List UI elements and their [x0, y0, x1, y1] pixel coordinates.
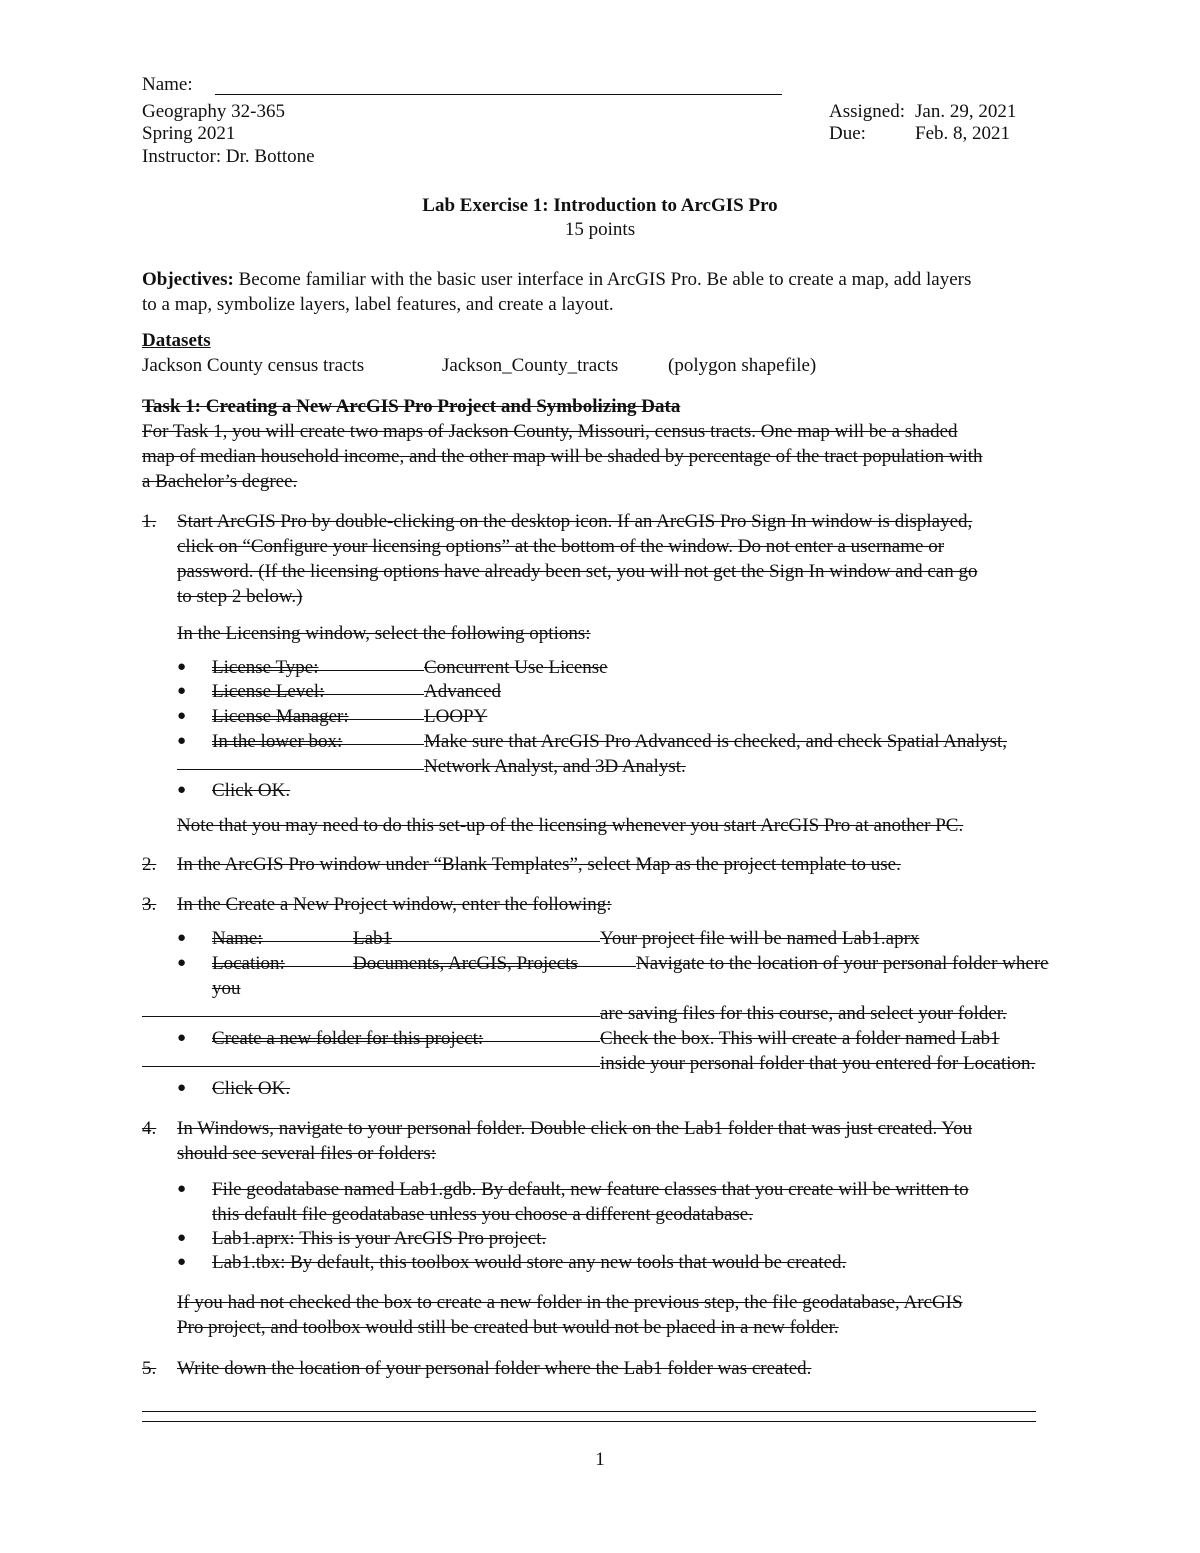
licensing-note: Note that you may need to do this set-up of the licensing whenever you start ArcGIS Pro at another PC.	[177, 815, 964, 836]
gdb-line-2: this default file geodatabase unless you choose a different geodatabase.	[212, 1204, 753, 1225]
step1-line-1: Start ArcGIS Pro by double-clicking on the desktop icon. If an ArcGIS Pro Sign In window is displayed,	[177, 511, 973, 532]
project-name-value: Lab1	[353, 928, 393, 949]
term: Spring 2021	[142, 123, 236, 144]
bullet-icon: ●	[177, 1080, 187, 1096]
licensing-intro: In the Licensing window, select the following options:	[177, 623, 591, 644]
strike-gap	[212, 941, 600, 942]
step1-line-2: click on “Configure your licensing options” at the bottom of the window. Do not enter a username or	[177, 536, 945, 557]
click-ok-2: Click OK.	[212, 1078, 291, 1099]
objectives-label: Objectives:	[142, 269, 234, 290]
license-manager-label: License Manager:	[212, 706, 349, 727]
new-folder-desc-2: inside your personal folder that you entered for Location.	[600, 1053, 1036, 1074]
assigned-date: Jan. 29, 2021	[915, 101, 1017, 122]
location-value: Documents, ArcGIS, Projects	[353, 953, 578, 974]
step4-line-2: should see several files or folders:	[177, 1143, 437, 1164]
step4-note-2: Pro project, and toolbox would still be created but would not be placed in a new folder.	[177, 1317, 839, 1338]
strike-gap	[212, 1041, 600, 1042]
bullet-icon: ●	[177, 733, 187, 749]
step1-number: 1.	[142, 511, 157, 532]
task1-intro-1: For Task 1, you will create two maps of Jackson County, Missouri, census tracts. One map will be a shaded	[142, 421, 958, 442]
step4-note-1: If you had not checked the box to create a new folder in the previous step, the file geodatabase, ArcGIS	[177, 1292, 963, 1313]
lower-box-label: In the lower box:	[212, 731, 343, 752]
course-number: Geography 32-365	[142, 101, 285, 122]
license-manager-value: LOOPY	[424, 706, 488, 727]
license-type-label: License Type:	[212, 657, 319, 678]
bullet-icon: ●	[177, 1181, 187, 1197]
dataset-type: (polygon shapefile)	[668, 355, 817, 376]
gdb-line-1: File geodatabase named Lab1.gdb. By default, new feature classes that you create will be written to	[212, 1179, 969, 1200]
dataset-file: Jackson_County_tracts	[442, 355, 619, 376]
license-level-value: Advanced	[424, 681, 502, 702]
answer-line-2	[142, 1421, 1036, 1422]
bullet-icon: ●	[177, 1254, 187, 1270]
lower-box-value: Make sure that ArcGIS Pro Advanced is checked, and check Spatial Analyst,	[424, 731, 1008, 752]
strike-gap	[212, 694, 424, 695]
lab-points: 15 points	[564, 219, 636, 240]
project-name-desc: Your project file will be named Lab1.aprx	[600, 928, 920, 949]
strike-gap	[212, 744, 424, 745]
bullet-icon: ●	[177, 1030, 187, 1046]
new-folder-label: Create a new folder for this project:	[212, 1028, 484, 1049]
location-desc-2: are saving files for this course, and select your folder.	[600, 1003, 1007, 1024]
bullet-icon: ●	[177, 683, 187, 699]
step1-line-4: to step 2 below.)	[177, 586, 303, 607]
step5-text: Write down the location of your personal folder where the Lab1 folder was created.	[177, 1358, 812, 1379]
lab-title: Lab Exercise 1: Introduction to ArcGIS Pro	[422, 195, 778, 216]
datasets-heading: Datasets	[142, 330, 211, 351]
step1-line-3: password. (If the licensing options have already been set, you will not get the Sign In window and can go	[177, 561, 978, 582]
bullet-icon: ●	[177, 708, 187, 724]
page-number: 1	[595, 1449, 605, 1470]
project-name-label: Name:	[212, 928, 263, 949]
bullet-icon: ●	[177, 659, 187, 675]
answer-line-1	[142, 1411, 1036, 1412]
tbx-line: Lab1.tbx: By default, this toolbox would store any new tools that would be created.	[212, 1252, 847, 1273]
instructor: Instructor: Dr. Bottone	[142, 146, 315, 167]
step3-number: 3.	[142, 894, 157, 915]
due-label: Due:	[829, 123, 866, 144]
bullet-icon: ●	[177, 930, 187, 946]
lower-box-value-2: Network Analyst, and 3D Analyst.	[424, 756, 686, 777]
dataset-description: Jackson County census tracts	[142, 355, 365, 376]
step3-text: In the Create a New Project window, enter the following:	[177, 894, 612, 915]
location-label: Location:	[212, 953, 285, 974]
aprx-line: Lab1.aprx: This is your ArcGIS Pro project.	[212, 1228, 547, 1249]
task1-intro-2: map of median household income, and the other map will be shaded by percentage of the tract population with	[142, 446, 983, 467]
objectives-line-2: to a map, symbolize layers, label features, and create a layout.	[142, 294, 614, 315]
step2-text: In the ArcGIS Pro window under “Blank Templates”, select Map as the project template to use.	[177, 854, 901, 875]
click-ok-1: Click OK.	[212, 780, 291, 801]
bullet-icon: ●	[177, 955, 187, 971]
step5-number: 5.	[142, 1358, 157, 1379]
strike-gap	[142, 1016, 600, 1017]
location-wrap: you	[212, 978, 241, 999]
due-date: Feb. 8, 2021	[915, 123, 1010, 144]
assigned-label: Assigned:	[829, 101, 905, 122]
strike-gap	[177, 769, 424, 770]
new-folder-desc: Check the box. This will create a folder named Lab1	[600, 1028, 1000, 1049]
task1-intro-3: a Bachelor’s degree.	[142, 471, 298, 492]
objectives-line-1	[142, 270, 971, 289]
license-level-label: License Level:	[212, 681, 325, 702]
task1-heading: Task 1: Creating a New ArcGIS Pro Project and Symbolizing Data	[142, 396, 681, 417]
bullet-icon: ●	[177, 1230, 187, 1246]
location-desc: Navigate to the location of your personal folder where	[636, 953, 1049, 974]
bullet-icon: ●	[177, 782, 187, 798]
strike-gap	[212, 966, 636, 967]
strike-gap	[212, 670, 424, 671]
step2-number: 2.	[142, 854, 157, 875]
objectives-text-1: Become familiar with the basic user interface in ArcGIS Pro. Be able to create a map, add layers	[233, 269, 972, 290]
step4-number: 4.	[142, 1118, 157, 1139]
strike-gap	[212, 719, 424, 720]
strike-gap	[142, 1066, 600, 1067]
name-label: Name:	[142, 74, 193, 95]
step4-line-1: In Windows, navigate to your personal folder. Double click on the Lab1 folder that was just created. You	[177, 1118, 973, 1139]
license-type-value: Concurrent Use License	[424, 657, 608, 678]
name-underline	[215, 94, 782, 95]
